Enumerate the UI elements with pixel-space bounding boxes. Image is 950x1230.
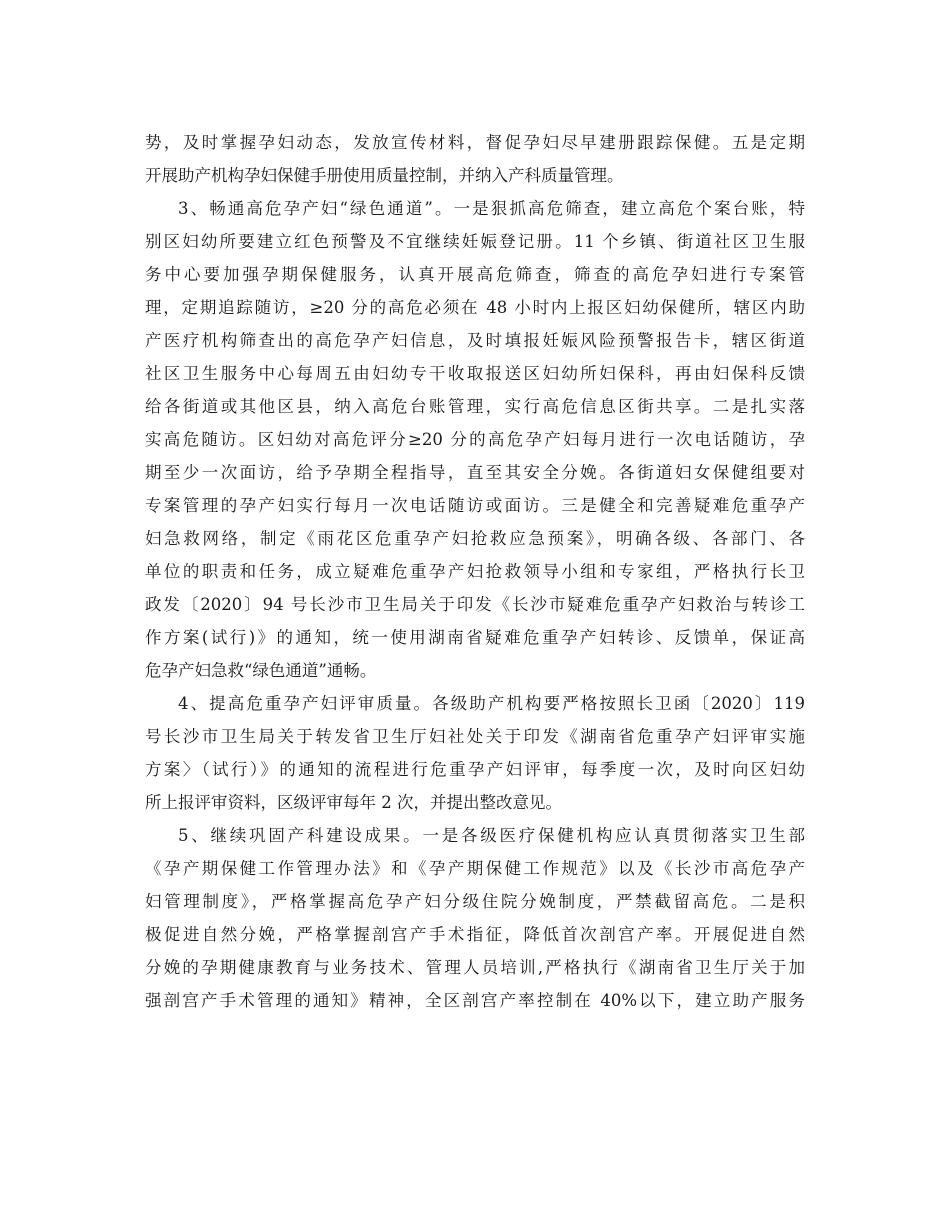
paragraph-line: 势，及时掌握孕妇动态，发放宣传材料，督促孕妇尽早建册跟踪保健。五是定期	[145, 133, 805, 152]
paragraph-line: 号长沙市卫生局关于转发省卫生厅妇社处关于印发《湖南省危重孕产妇评审实施	[145, 727, 805, 746]
paragraph-line: 政发〔2020〕94 号长沙市卫生局关于印发《长沙市疑难危重孕产妇救治与转诊工	[145, 595, 805, 614]
paragraph-line: 危孕产妇急救“绿色通道”通畅。	[145, 661, 377, 680]
paragraph-line: 作方案(试行)》的通知，统一使用湖南省疑难危重孕产妇转诊、反馈单，保证高	[145, 628, 805, 647]
paragraph-first-line: 5、继续巩固产科建设成果。一是各级医疗保健机构应认真贯彻落实卫生部	[178, 826, 805, 845]
paragraph-line: 所上报评审资料，区级评审每年 2 次，并提出整改意见。	[145, 793, 562, 812]
paragraph-line: 强剖宫产手术管理的通知》精神，全区剖宫产率控制在 40%以下，建立助产服务	[145, 991, 805, 1010]
paragraph-line: 分娩的孕期健康教育与业务技术、管理人员培训,严格执行《湖南省卫生厅关于加	[145, 958, 805, 977]
paragraph-line: 理，定期追踪随访，≥20 分的高危必须在 48 小时内上报区妇幼保健所，辖区内助	[145, 298, 805, 317]
paragraph-line: 《孕产期保健工作管理办法》和《孕产期保健工作规范》以及《长沙市高危孕产	[145, 859, 805, 878]
paragraph-line: 实高危随访。区妇幼对高危评分≥20 分的高危孕产妇每月进行一次电话随访，孕	[145, 430, 805, 449]
paragraph-line: 务中心要加强孕期保健服务，认真开展高危筛查，筛查的高危孕妇进行专案管	[145, 265, 805, 284]
paragraph-line: 社区卫生服务中心每周五由妇幼专干收取报送区妇幼所妇保科，再由妇保科反馈	[145, 364, 805, 383]
paragraph-line: 专案管理的孕产妇实行每月一次电话随访或面访。三是健全和完善疑难危重孕产	[145, 496, 805, 515]
paragraph-line: 妇急救网络，制定《雨花区危重孕产妇抢救应急预案》，明确各级、各部门、各	[145, 529, 805, 548]
paragraph-line: 极促进自然分娩，严格掌握剖宫产手术指征，降低首次剖宫产率。开展促进自然	[145, 925, 805, 944]
paragraph-line: 给各街道或其他区县，纳入高危台账管理，实行高危信息区街共享。二是扎实落	[145, 397, 805, 416]
paragraph-first-line: 4、提高危重孕产妇评审质量。各级助产机构要严格按照长卫函〔2020〕119	[178, 694, 805, 713]
paragraph-line: 开展助产机构孕妇保健手册使用质量控制，并纳入产科质量管理。	[145, 166, 624, 185]
paragraph-line: 方案〉（试行）》的通知的流程进行危重孕产妇评审，每季度一次，及时向区妇幼	[145, 760, 805, 779]
paragraph-line: 妇管理制度》，严格掌握高危孕产妇分级住院分娩制度，严禁截留高危。二是积	[145, 892, 805, 911]
paragraph-first-line: 3、畅通高危孕产妇“绿色通道”。一是狠抓高危筛查，建立高危个案台账，特	[178, 199, 805, 218]
document-body	[145, 126, 805, 1017]
paragraph-line: 产医疗机构筛查出的高危孕产妇信息，及时填报妊娠风险预警报告卡，辖区街道	[145, 331, 805, 350]
paragraph-line: 单位的职责和任务，成立疑难危重孕产妇抢救领导小组和专家组，严格执行长卫	[145, 562, 805, 581]
paragraph-line: 别区妇幼所要建立红色预警及不宜继续妊娠登记册。11 个乡镇、街道社区卫生服	[145, 232, 805, 251]
paragraph-line: 期至少一次面访，给予孕期全程指导，直至其安全分娩。各街道妇女保健组要对	[145, 463, 805, 482]
